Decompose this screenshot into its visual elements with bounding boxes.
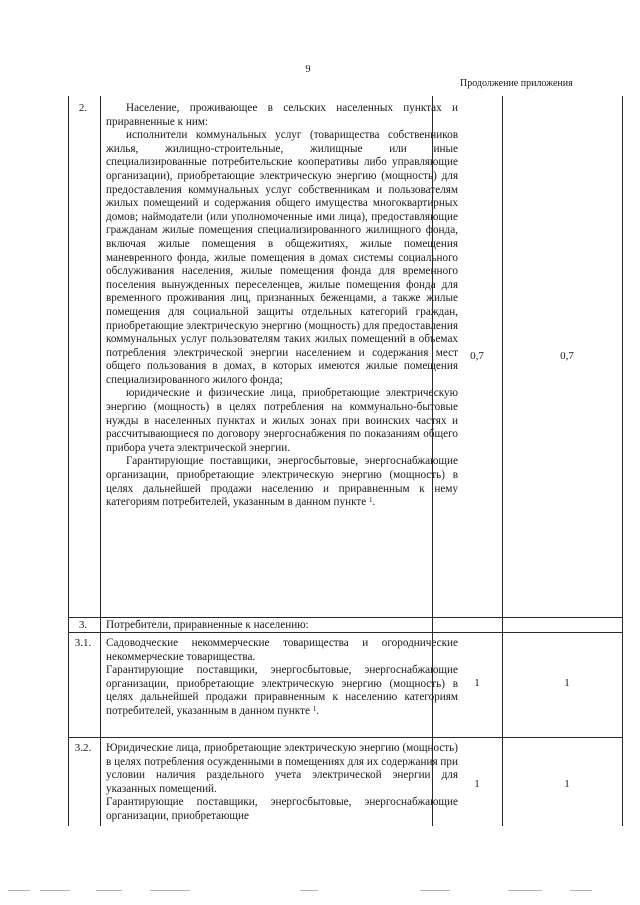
row-number: 3.2.: [74, 742, 92, 754]
row-description: [106, 742, 458, 824]
scan-edge-marks: [0, 890, 640, 896]
paragraph: Гарантирующие поставщики, энергосбытовые, энергоснабжающие организации, приобретающие: [106, 796, 458, 822]
value-2: 1: [564, 778, 570, 790]
table-row: [68, 738, 622, 834]
row-description: [106, 619, 458, 633]
value-2: 0,7: [560, 350, 574, 362]
row-description: [106, 637, 458, 719]
paragraph: юридические и физические лица, приобретающие электрическую энергию (мощность) в целях потребления на коммунально-бытовые нужды в населенных пунктах и жилых зонах при воинских частях и рассчитывающиеся по договору энергоснабжения по показаниям общего прибора учета электрической энергии.: [106, 387, 458, 454]
tariff-table: [68, 96, 634, 834]
paragraph: [106, 455, 458, 509]
paragraph-text: Гарантирующие поставщики, энергосбытовые, энергоснабжающие организации, приобретающие электрическую энергию (мощность) в целях дальнейшей продажи приравненным к населению категориям потребителей, указанным в данном пункте: [106, 664, 458, 717]
row-number: 3.: [78, 619, 88, 631]
table-row: [68, 96, 622, 618]
paragraph: исполнители коммунальных услуг (товарищества собственников жилья, жилищно-строительные, жилищные или иные специализированные потребительские кооперативы либо управляющие организации), приобретающие электрическую энергию (мощность) для предоставления коммунальных услуг собственникам и пользователям жилых помещений и содержания общего имущества многоквартирных домов; наймодатели (или уполномоченные ими лица), предоставляющие гражданам жилые помещения специализированного жилищного фонда, включая жилые помещения в общежитиях, жилые помещения маневренного фонда, жилые помещения в домах системы социального обслуживания населения, жилые помещения фонда для временного поселения вынужденных переселенцев, жилые помещения фонда для временного проживания лиц, признанных беженцами, а также жилые помещения для социальной защиты отдельных категорий граждан, приобретающие электрическую энергию (мощность) для предоставления коммунальных услуг пользователям таких жилых помещений в объемах потребления электрической энергии населением и содержания мест общего пользования в домах, в которых имеются жилые помещения специализированного жилого фонда;: [106, 129, 458, 386]
row-number: 3.1.: [74, 637, 92, 649]
footnote-mark: 1: [369, 496, 373, 505]
paragraph: Юридические лица, приобретающие электрическую энергию (мощность) в целях потребления осужденными в помещениях для их содержания при условии наличия раздельного учета электрической энергии для указанных помещений.: [106, 742, 458, 795]
value-2: 1: [564, 677, 570, 689]
value-1: 1: [474, 677, 480, 689]
footnote-mark: 1: [312, 704, 317, 713]
value-1: 0,7: [470, 350, 484, 362]
continuation-label: Продолжение приложения: [460, 78, 573, 89]
page-number: 9: [305, 64, 311, 75]
paragraph: Население, проживающее в сельских населенных пунктах и приравненные к ним:: [106, 102, 458, 128]
row-description: [106, 102, 458, 510]
paragraph: Потребители, приравненные к населению:: [106, 619, 309, 631]
end-mark: .: [316, 704, 320, 717]
row-number: 2.: [78, 102, 88, 114]
paragraph: [106, 664, 458, 718]
end-mark: .: [372, 496, 376, 509]
table-row: [68, 618, 622, 633]
value-1: 1: [474, 778, 480, 790]
paragraph: Садоводческие некоммерческие товарищества и огороднические некоммерческие товарищества.: [106, 637, 458, 663]
paragraph-text: Гарантирующие поставщики, энергосбытовые, энергоснабжающие организации, приобретающие электрическую энергию (мощность) в целях дальнейшей продажи населению и приравненным к нему категориям потребителей, указанным в данном пункте: [106, 455, 458, 509]
table-row: [68, 633, 622, 738]
